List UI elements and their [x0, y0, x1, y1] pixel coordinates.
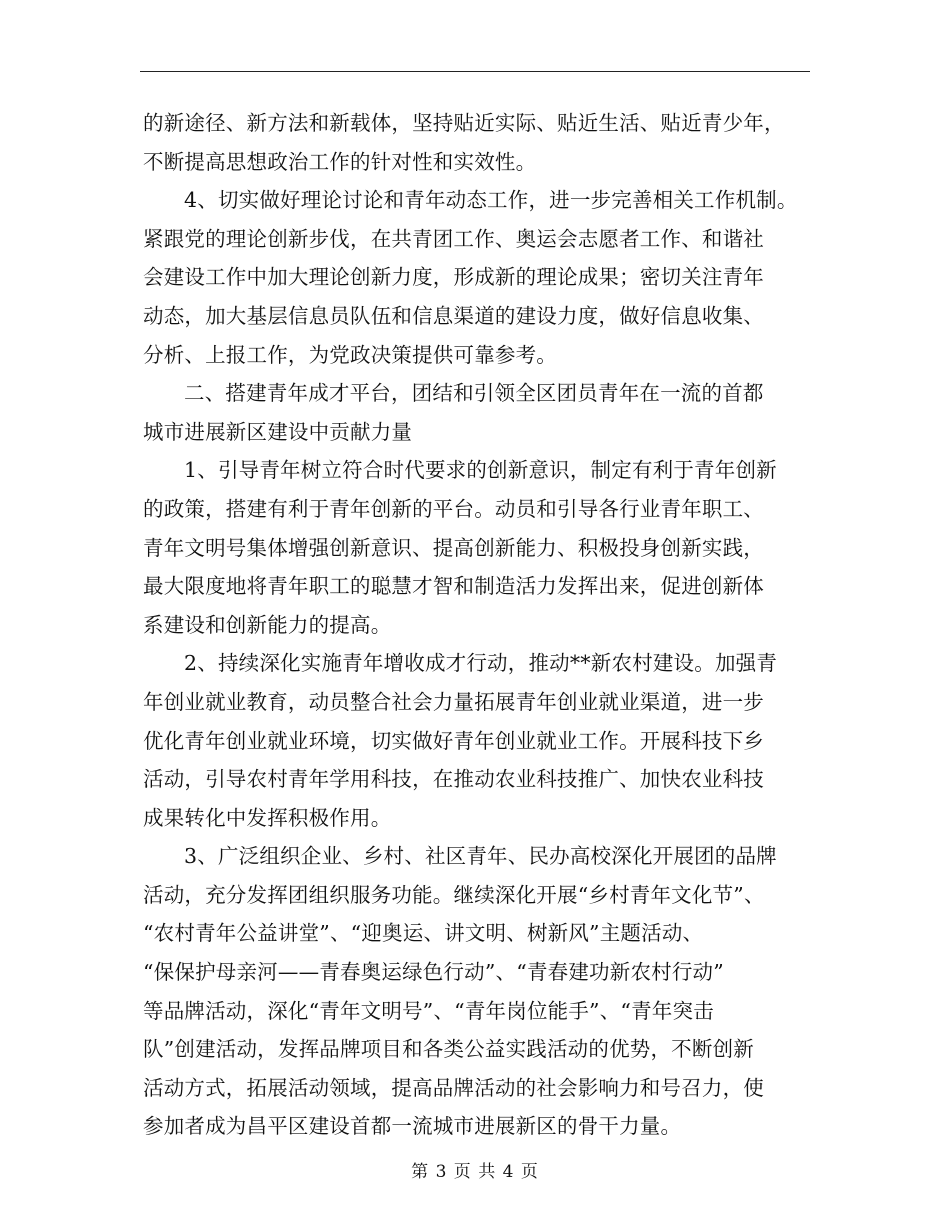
- text-line: 最大限度地将青年职工的聪慧才智和制造活力发挥出来，促进创新体: [143, 574, 764, 599]
- paragraph-first-line: 3、广泛组织企业、乡村、社区青年、民办高校深化开展团的品牌: [184, 844, 777, 869]
- text-line: 城市进展新区建设中贡献力量: [143, 419, 413, 444]
- paragraph-first-line: 1、引导青年树立符合时代要求的创新意识，制定有利于青年创新: [184, 458, 777, 483]
- text-line: “农村青年公益讲堂”、“迎奥运、讲文明、树新风”主题活动、: [143, 921, 704, 946]
- text-line: 参加者成为昌平区建设首都一流城市进展新区的骨干力量。: [143, 1114, 682, 1139]
- text-line: 紧跟党的理论创新步伐，在共青团工作、奥运会志愿者工作、和谐社: [143, 226, 764, 251]
- text-line: “保保护母亲河——青春奥运绿色行动”、“青春建功新农村行动”: [143, 960, 724, 985]
- header-rule: [140, 71, 810, 72]
- page-footer: 第 3 页 共 4 页: [411, 1162, 539, 1182]
- text-line: 动态，加大基层信息员队伍和信息渠道的建设力度，做好信息收集、: [143, 303, 764, 328]
- text-line: 会建设工作中加大理论创新力度，形成新的理论成果；密切关注青年: [143, 265, 764, 290]
- text-line: 活动，引导农村青年学用科技，在推动农业科技推广、加快农业科技: [143, 767, 764, 792]
- text-line: 队”创建活动，发挥品牌项目和各类公益实践活动的优势，不断创新: [143, 1037, 754, 1062]
- text-line: 优化青年创业就业环境，切实做好青年创业就业工作。开展科技下乡: [143, 728, 764, 753]
- text-line: 活动方式，拓展活动领域，提高品牌活动的社会影响力和号召力，使: [143, 1075, 764, 1100]
- text-line: 的新途径、新方法和新载体，坚持贴近实际、贴近生活、贴近青少年，: [143, 111, 785, 135]
- document-body: [143, 104, 823, 1146]
- paragraph-first-line: 4、切实做好理论讨论和青年动态工作，进一步完善相关工作机制。: [184, 188, 798, 213]
- text-line: 成果转化中发挥积极作用。: [143, 805, 392, 830]
- paragraph-first-line: 2、持续深化实施青年增收成才行动，推动**新农村建设。加强青: [184, 651, 778, 676]
- text-line: 系建设和创新能力的提高。: [143, 612, 392, 637]
- text-line: 青年文明号集体增强创新意识、提高创新能力、积极投身创新实践，: [143, 535, 764, 560]
- paragraph-first-line: 二、搭建青年成才平台，团结和引领全区团员青年在一流的首都: [184, 381, 764, 406]
- text-line: 分析、上报工作，为党政决策提供可靠参考。: [143, 342, 557, 367]
- text-line: 活动，充分发挥团组织服务功能。继续深化开展“乡村青年文化节”、: [143, 882, 765, 907]
- text-line: 等品牌活动，深化“青年文明号”、“青年岗位能手”、“青年突击: [143, 998, 714, 1023]
- text-line: 不断提高思想政治工作的针对性和实效性。: [143, 149, 537, 174]
- text-line: 的政策，搭建有利于青年创新的平台。动员和引导各行业青年职工、: [143, 496, 764, 521]
- text-line: 年创业就业教育，动员整合社会力量拓展青年创业就业渠道，进一步: [143, 689, 764, 714]
